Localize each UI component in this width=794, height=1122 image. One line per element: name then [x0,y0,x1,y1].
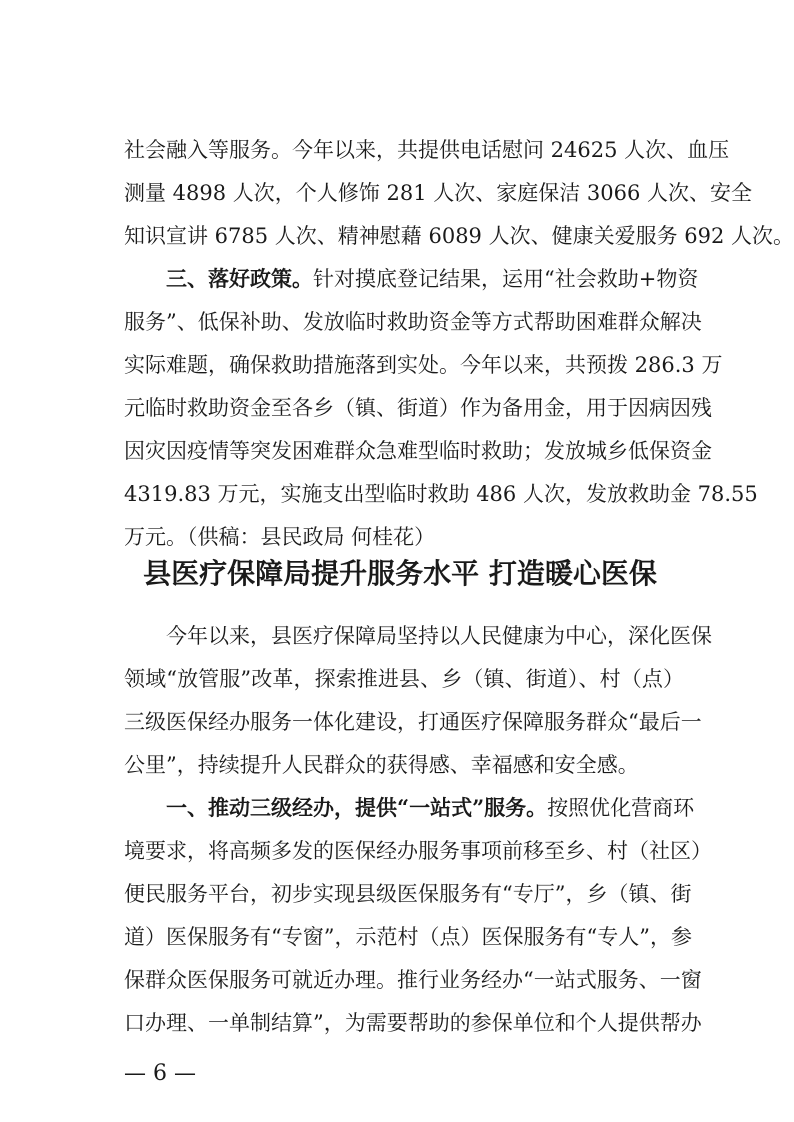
body-line: 服务”、低保补助、发放临时救助资金等方式帮助困难群众解决 [124,310,702,334]
body-line: 口办理、一单制结算”，为需要帮助的参保单位和个人提供帮办 [124,1011,702,1035]
body-line: 领域“放管服”改革，探索推进县、乡（镇、街道）、村（点） [124,667,684,691]
body-line: 境要求，将高频多发的医保经办服务事项前移至乡、村（社区） [124,839,712,863]
body-line: 万元。（供稿：县民政局 何桂花） [124,525,436,549]
body-line: 4319.83 万元，实施支出型临时救助 486 人次，发放救助金 78.55 [124,482,758,506]
body-line: 三级医保经办服务一体化建设，打通医疗保障服务群众“最后一 [124,710,702,734]
body-line: 今年以来，县医疗保障局坚持以人民健康为中心，深化医保 [166,624,712,648]
body-line-with-heading [166,265,699,293]
section-heading: 三、落好政策。 [166,266,313,291]
body-line: 实际难题，确保救助措施落到实处。今年以来，共预拨 286.3 万 [124,353,723,377]
body-line: 知识宣讲 6785 人次、精神慰藉 6089 人次、健康关爱服务 692 人次。 [124,224,794,248]
body-line: 测量 4898 人次，个人修饰 281 人次、家庭保洁 3066 人次、安全 [124,181,753,205]
body-line: 道）医保服务有“专窗”，示范村（点）医保服务有“专人”，参 [124,925,692,949]
body-line: 因灾因疫情等突发困难群众急难型临时救助；发放城乡低保资金 [124,439,712,463]
body-text: 按照优化营商环 [547,796,695,820]
page-number: — 6 — [124,1061,196,1086]
body-text: 针对摸底登记结果，运用“社会救助+物资 [313,267,699,291]
body-line: 公里”，持续提升人民群众的获得感、幸福感和安全感。 [124,753,639,777]
body-line: 保群众医保服务可就近办理。推行业务经办“一站式服务、一窗 [124,968,702,992]
article-title: 县医疗保障局提升服务水平 打造暖心医保 [143,557,657,590]
section-heading: 一、推动三级经办，提供“一站式”服务。 [166,795,548,820]
body-line-with-heading [166,794,695,822]
body-line: 社会融入等服务。今年以来，共提供电话慰问 24625 人次、血压 [124,138,730,162]
body-line: 便民服务平台，初步实现县级医保服务有“专厅”，乡（镇、街 [124,882,692,906]
body-line: 元临时救助资金至各乡（镇、街道）作为备用金，用于因病因残 [124,396,712,420]
